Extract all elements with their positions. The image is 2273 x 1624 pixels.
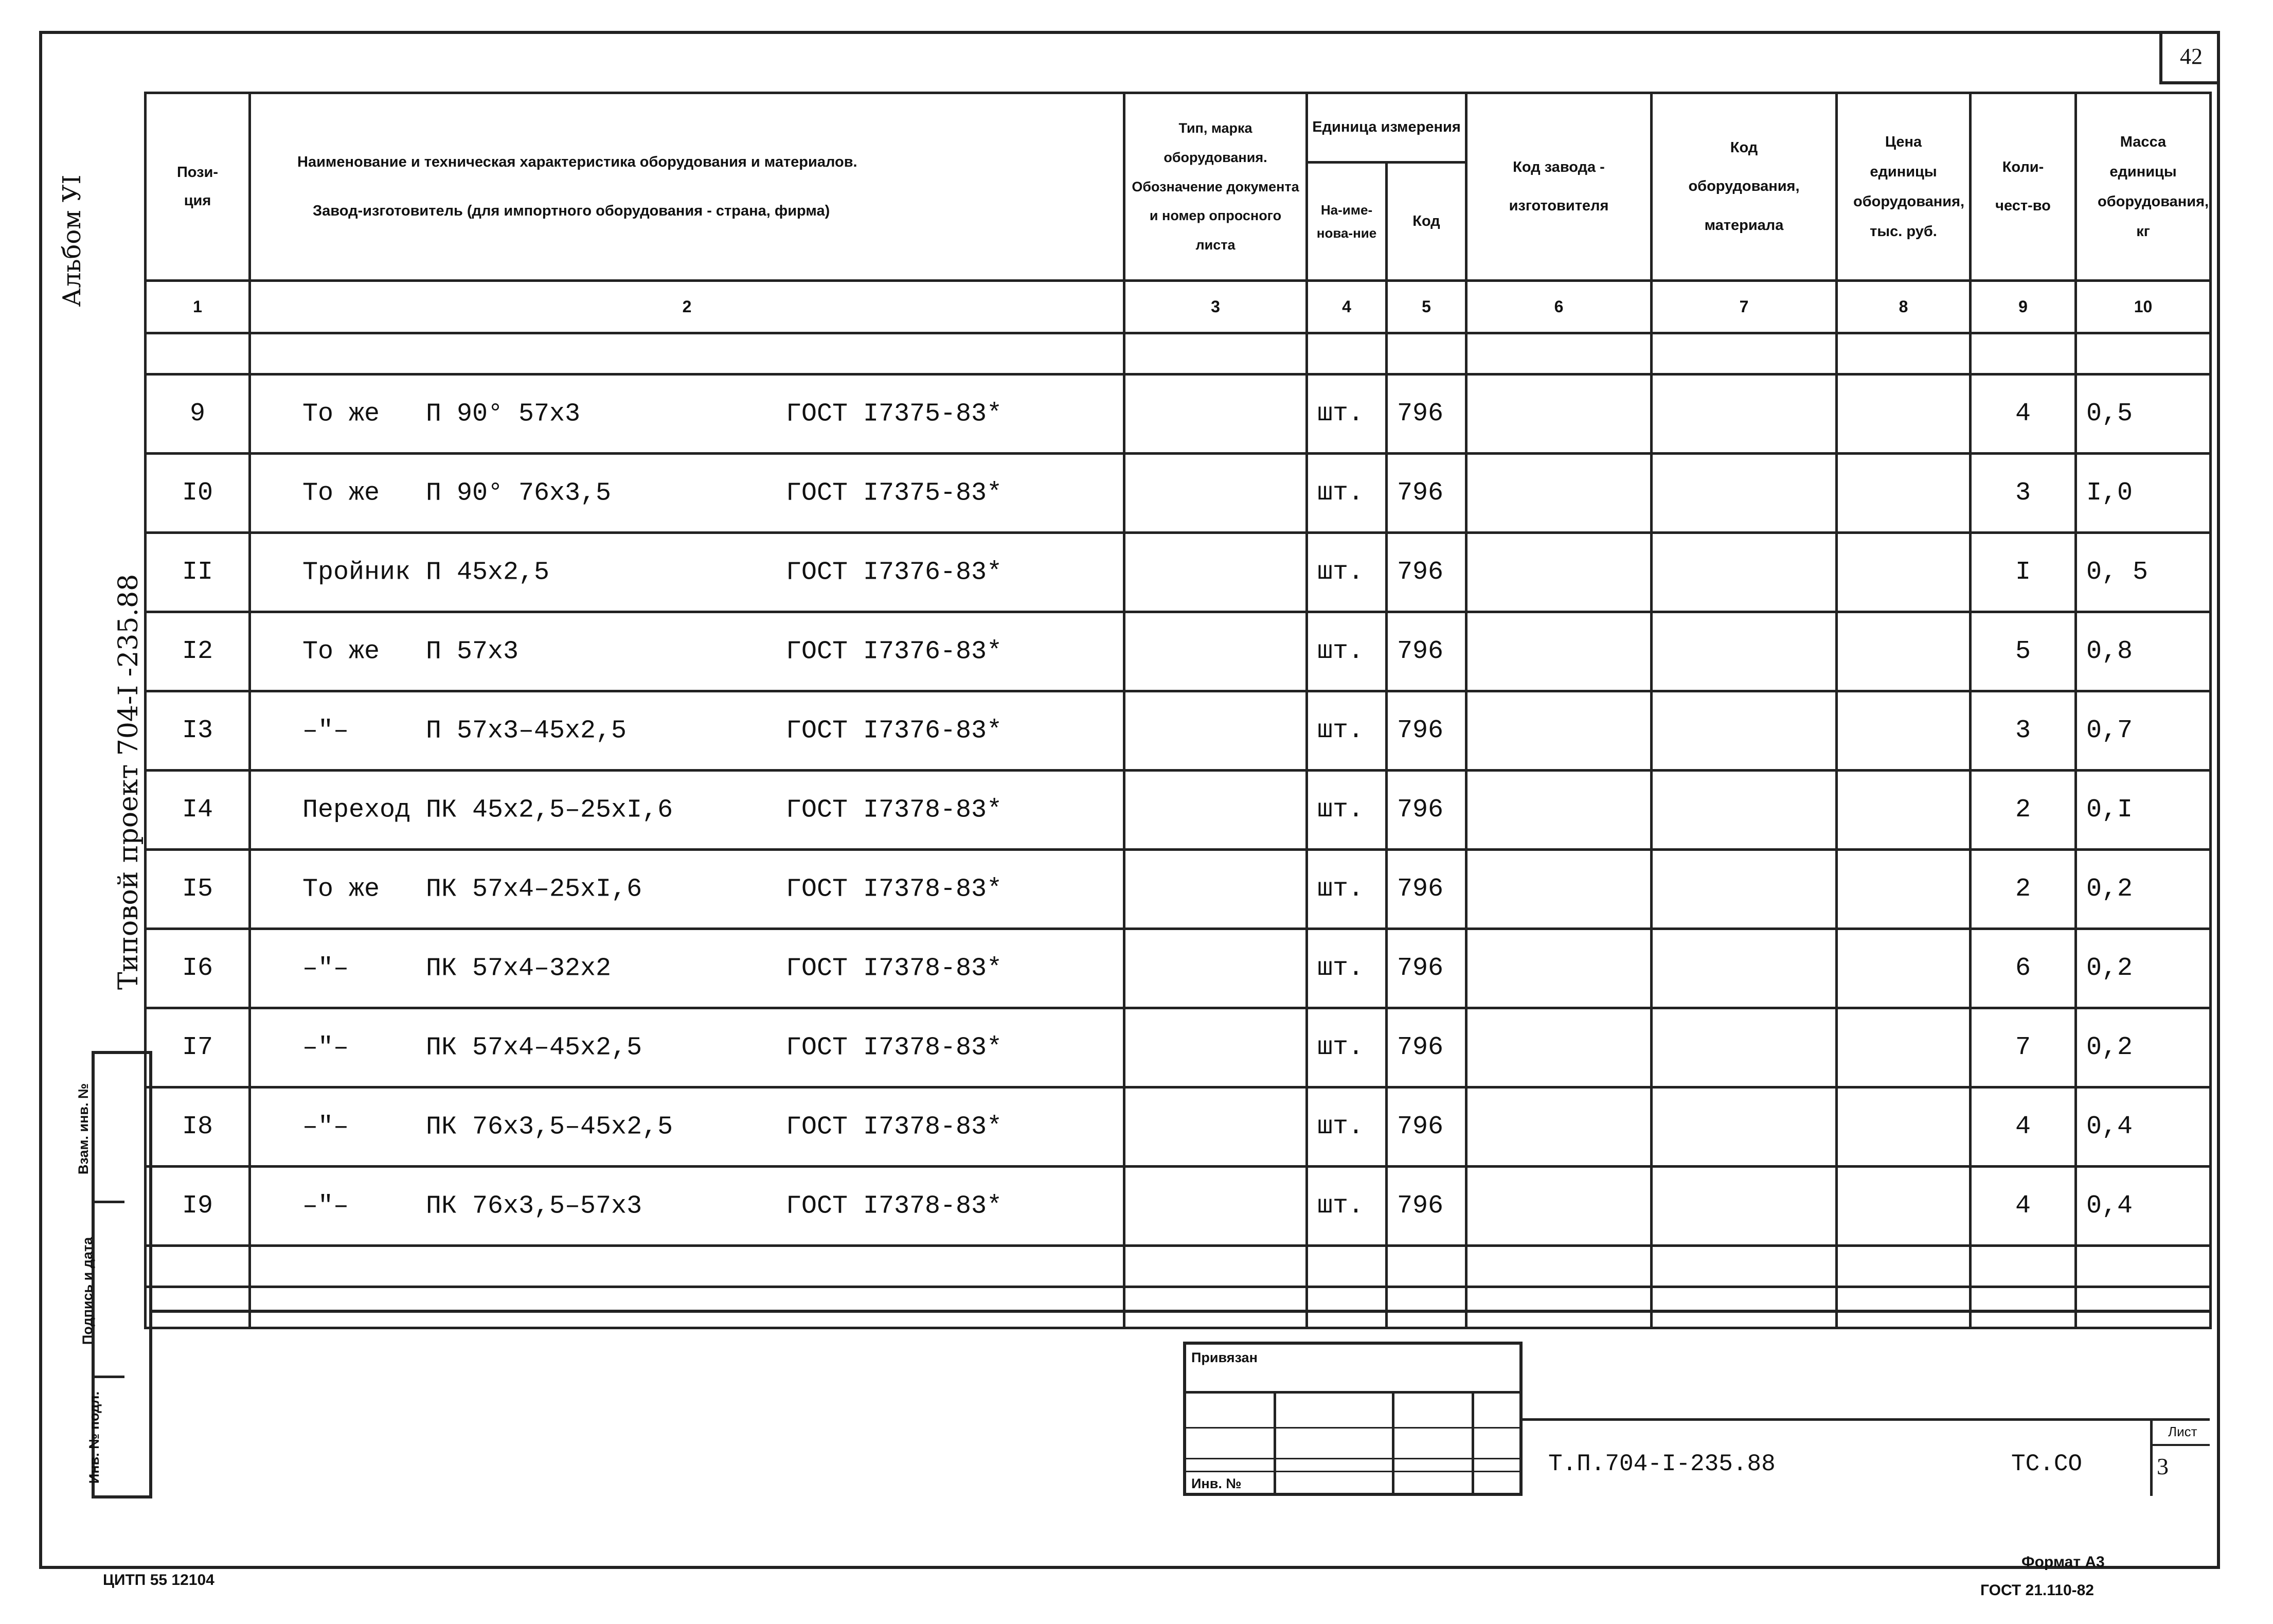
cell-factory-code <box>1466 771 1652 850</box>
item-mark: ПК 57х4–45х2,5 <box>426 1033 642 1062</box>
header-name <box>250 93 1124 281</box>
cell-equipment-code <box>1652 929 1837 1008</box>
cell-name <box>250 771 1124 850</box>
cell-quantity: 2 <box>1971 850 2076 929</box>
cell-position: I7 <box>146 1008 250 1087</box>
cell-name <box>250 1167 1124 1246</box>
cell-unit-code: 796 <box>1387 1087 1466 1167</box>
cell-factory-code <box>1466 691 1652 771</box>
item-gost: ГОСТ I7378-83* <box>786 1112 1003 1141</box>
cell-price <box>1837 771 1971 850</box>
stamp-signature-date: Подпись и дата <box>80 1237 96 1345</box>
cell-mass: I,0 <box>2076 454 2211 533</box>
cell-equipment-code <box>1652 612 1837 691</box>
cell-type <box>1124 1008 1307 1087</box>
item-mark: П 90° 76х3,5 <box>426 478 612 508</box>
cell-equipment-code <box>1652 374 1837 454</box>
cell-unit: шт. <box>1307 850 1387 929</box>
stamp-cell-orig-inv <box>86 1378 124 1496</box>
table-bottom-line <box>152 1310 2210 1313</box>
header-unit-code: Код <box>1387 163 1466 281</box>
cell-position: II <box>146 533 250 612</box>
cell-type <box>1124 612 1307 691</box>
cell-equipment-code <box>1652 771 1837 850</box>
cell-equipment-code <box>1652 691 1837 771</box>
table-row <box>146 612 2211 691</box>
item-gost: ГОСТ I7378-83* <box>786 954 1003 983</box>
cell-price <box>1837 454 1971 533</box>
cell-mass: 0,8 <box>2076 612 2211 691</box>
item-gost: ГОСТ I7378-83* <box>786 795 1003 825</box>
cell-unit-code: 796 <box>1387 374 1466 454</box>
cell-quantity: I <box>1971 533 2076 612</box>
item-name: –"– <box>302 1112 349 1141</box>
header-unit-group: Единица измерения <box>1307 93 1466 163</box>
table-row <box>146 1008 2211 1087</box>
cell-factory-code <box>1466 374 1652 454</box>
col-num-5: 5 <box>1387 281 1466 333</box>
item-name: То же <box>302 875 380 904</box>
cell-factory-code <box>1466 1008 1652 1087</box>
document-code: ТС.СО <box>2011 1451 2083 1477</box>
cell-type <box>1124 533 1307 612</box>
cell-unit-code: 796 <box>1387 1008 1466 1087</box>
cell-position: 9 <box>146 374 250 454</box>
cell-type <box>1124 1087 1307 1167</box>
item-gost: ГОСТ I7378-83* <box>786 1033 1003 1062</box>
footer-left-code: ЦИТП 55 12104 <box>103 1572 214 1589</box>
cell-name <box>250 454 1124 533</box>
item-mark: П 90° 57х3 <box>426 399 581 429</box>
cell-unit: шт. <box>1307 691 1387 771</box>
item-gost: ГОСТ I7375-83* <box>786 399 1003 429</box>
cell-unit: шт. <box>1307 1008 1387 1087</box>
table-row <box>146 691 2211 771</box>
cell-quantity: 6 <box>1971 929 2076 1008</box>
header-position: Пози- ция <box>146 93 250 281</box>
item-mark: ПК 76х3,5–45х2,5 <box>426 1112 673 1141</box>
item-mark: ПК 76х3,5–57х3 <box>426 1191 642 1221</box>
cell-equipment-code <box>1652 1008 1837 1087</box>
cell-factory-code <box>1466 1167 1652 1246</box>
cell-price <box>1837 533 1971 612</box>
cell-type <box>1124 454 1307 533</box>
specification-table <box>144 92 2212 1329</box>
cell-quantity: 3 <box>1971 454 2076 533</box>
col-num-7: 7 <box>1652 281 1837 333</box>
header-unit-name: На-име-нова-ние <box>1307 163 1387 281</box>
cell-position: I4 <box>146 771 250 850</box>
col-num-8: 8 <box>1837 281 1971 333</box>
item-mark: П 45х2,5 <box>426 558 550 587</box>
col-num-4: 4 <box>1307 281 1387 333</box>
cell-unit-code: 796 <box>1387 612 1466 691</box>
cell-factory-code <box>1466 929 1652 1008</box>
header-price: Цена единицы оборудования, тыс. руб. <box>1837 93 1971 281</box>
item-name: –"– <box>302 954 349 983</box>
cell-equipment-code <box>1652 850 1837 929</box>
designation-text: Т.П.704-I-235.88 <box>1548 1451 1776 1477</box>
stamp-replace-inv: Взам. инв. № <box>76 1083 92 1175</box>
item-name: То же <box>302 637 380 666</box>
cell-equipment-code <box>1652 1087 1837 1167</box>
item-gost: ГОСТ I7376-83* <box>786 637 1003 666</box>
cell-name <box>250 850 1124 929</box>
cell-factory-code <box>1466 454 1652 533</box>
cell-type <box>1124 850 1307 929</box>
cell-price <box>1837 1167 1971 1246</box>
cell-quantity: 4 <box>1971 374 2076 454</box>
cell-position: I6 <box>146 929 250 1008</box>
item-gost: ГОСТ I7378-83* <box>786 1191 1003 1221</box>
cell-name <box>250 612 1124 691</box>
header-factory-code: Код завода - изготовителя <box>1466 93 1652 281</box>
item-mark: П 57х3–45х2,5 <box>426 716 627 745</box>
item-name: –"– <box>302 716 349 745</box>
cell-mass: 0,5 <box>2076 374 2211 454</box>
cell-unit: шт. <box>1307 771 1387 850</box>
spacer-row <box>146 333 2211 374</box>
header-name-line1: Наименование и техническая характеристика оборудования и материалов. <box>297 153 857 170</box>
stamp-cell-replace-inv <box>76 1054 124 1203</box>
cell-unit: шт. <box>1307 929 1387 1008</box>
cell-position: I3 <box>146 691 250 771</box>
cell-mass: 0,4 <box>2076 1167 2211 1246</box>
cell-unit-code: 796 <box>1387 1167 1466 1246</box>
cell-name <box>250 533 1124 612</box>
item-gost: ГОСТ I7375-83* <box>786 478 1003 508</box>
cell-unit: шт. <box>1307 454 1387 533</box>
header-type: Тип, марка оборудования. Обозначение документа и номер опросного листа <box>1124 93 1307 281</box>
cell-type <box>1124 929 1307 1008</box>
item-mark: ПК 57х4–32х2 <box>426 954 612 983</box>
album-label: Альбом УI <box>58 174 86 307</box>
cell-name <box>250 374 1124 454</box>
table-row <box>146 850 2211 929</box>
sheet-box <box>2150 1421 2210 1496</box>
table-row <box>146 454 2211 533</box>
cell-factory-code <box>1466 1087 1652 1167</box>
item-name: –"– <box>302 1191 349 1221</box>
cell-name <box>250 1008 1124 1087</box>
table-row <box>146 929 2211 1008</box>
cell-price <box>1837 1087 1971 1167</box>
table-row <box>146 374 2211 454</box>
page-number: 42 <box>2159 31 2220 84</box>
item-name: Тройник <box>302 558 411 587</box>
side-stamp-strip <box>76 1051 152 1498</box>
title-block-stamp <box>1183 1342 1523 1496</box>
sheet-number: 3 <box>2157 1453 2169 1479</box>
cell-equipment-code <box>1652 1167 1837 1246</box>
header-mass: Масса единицы оборудования, кг <box>2076 93 2211 281</box>
item-name: Переход <box>302 795 411 825</box>
cell-price <box>1837 850 1971 929</box>
cell-price <box>1837 612 1971 691</box>
cell-unit: шт. <box>1307 612 1387 691</box>
header-name-line2: Завод-изготовитель (для импортного оборудования - страна, фирма) <box>313 203 830 219</box>
cell-mass: 0,2 <box>2076 929 2211 1008</box>
cell-unit: шт. <box>1307 1087 1387 1167</box>
cell-factory-code <box>1466 533 1652 612</box>
col-num-2: 2 <box>250 281 1124 333</box>
cell-quantity: 2 <box>1971 771 2076 850</box>
item-gost: ГОСТ I7378-83* <box>786 875 1003 904</box>
cell-price <box>1837 929 1971 1008</box>
empty-row <box>146 1287 2211 1328</box>
cell-unit: шт. <box>1307 533 1387 612</box>
cell-unit-code: 796 <box>1387 850 1466 929</box>
cell-name <box>250 929 1124 1008</box>
cell-type <box>1124 374 1307 454</box>
item-mark: ПК 57х4–25хI,6 <box>426 875 642 904</box>
item-gost: ГОСТ I7376-83* <box>786 558 1003 587</box>
footer-format: Формат А3 <box>2021 1554 2105 1571</box>
project-label: Типовой проект 704-I -235.88 <box>113 574 144 990</box>
cell-mass: 0,I <box>2076 771 2211 850</box>
item-mark: П 57х3 <box>426 637 519 666</box>
cell-name <box>250 691 1124 771</box>
cell-unit-code: 796 <box>1387 929 1466 1008</box>
cell-factory-code <box>1466 850 1652 929</box>
col-num-3: 3 <box>1124 281 1307 333</box>
footer-gost: ГОСТ 21.110-82 <box>1980 1582 2094 1599</box>
cell-price <box>1837 691 1971 771</box>
table-row <box>146 533 2211 612</box>
bound-label: Привязан <box>1191 1350 1258 1365</box>
cell-mass: 0, 5 <box>2076 533 2211 612</box>
col-num-6: 6 <box>1466 281 1652 333</box>
column-number-row <box>146 281 2211 333</box>
col-num-10: 10 <box>2076 281 2211 333</box>
header-equipment-code: Код оборудования, материала <box>1652 93 1837 281</box>
cell-type <box>1124 691 1307 771</box>
cell-unit-code: 796 <box>1387 533 1466 612</box>
item-name: –"– <box>302 1033 349 1062</box>
cell-unit: шт. <box>1307 1167 1387 1246</box>
cell-position: I2 <box>146 612 250 691</box>
item-name: То же <box>302 399 380 429</box>
cell-price <box>1837 374 1971 454</box>
cell-quantity: 5 <box>1971 612 2076 691</box>
cell-mass: 0,4 <box>2076 1087 2211 1167</box>
cell-mass: 0,2 <box>2076 1008 2211 1087</box>
cell-position: I0 <box>146 454 250 533</box>
item-name: То же <box>302 478 380 508</box>
cell-factory-code <box>1466 612 1652 691</box>
sheet-label: Лист <box>2168 1424 2197 1439</box>
cell-mass: 0,7 <box>2076 691 2211 771</box>
cell-equipment-code <box>1652 454 1837 533</box>
col-num-1: 1 <box>146 281 250 333</box>
cell-unit-code: 796 <box>1387 454 1466 533</box>
cell-equipment-code <box>1652 533 1837 612</box>
cell-quantity: 3 <box>1971 691 2076 771</box>
cell-type <box>1124 1167 1307 1246</box>
cell-unit: шт. <box>1307 374 1387 454</box>
item-gost: ГОСТ I7376-83* <box>786 716 1003 745</box>
table-row <box>146 1087 2211 1167</box>
cell-name <box>250 1087 1124 1167</box>
cell-position: I5 <box>146 850 250 929</box>
stamp-cell-signature <box>80 1203 124 1378</box>
table-row <box>146 1167 2211 1246</box>
cell-position: I9 <box>146 1167 250 1246</box>
cell-unit-code: 796 <box>1387 691 1466 771</box>
header-quantity: Коли-чест-во <box>1971 93 2076 281</box>
cell-mass: 0,2 <box>2076 850 2211 929</box>
cell-price <box>1837 1008 1971 1087</box>
item-mark: ПК 45х2,5–25хI,6 <box>426 795 673 825</box>
col-num-9: 9 <box>1971 281 2076 333</box>
cell-unit-code: 796 <box>1387 771 1466 850</box>
table-row <box>146 771 2211 850</box>
inv-label: Инв. № <box>1191 1476 1242 1491</box>
cell-position: I8 <box>146 1087 250 1167</box>
cell-quantity: 4 <box>1971 1167 2076 1246</box>
stamp-orig-inv: Инв. № подл. <box>86 1391 102 1484</box>
cell-type <box>1124 771 1307 850</box>
cell-quantity: 4 <box>1971 1087 2076 1167</box>
cell-quantity: 7 <box>1971 1008 2076 1087</box>
empty-row <box>146 1246 2211 1287</box>
